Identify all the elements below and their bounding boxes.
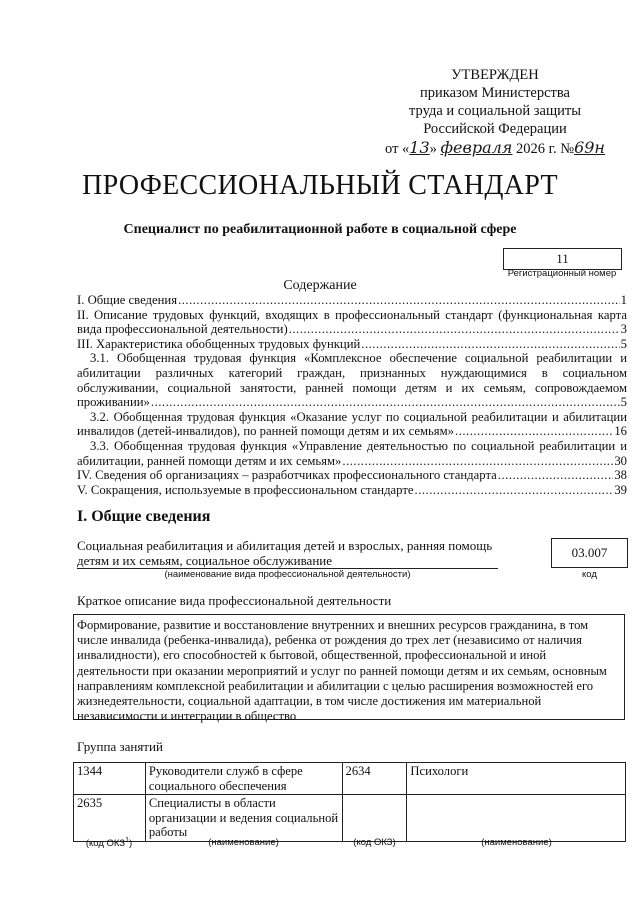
okz-code-cell: 2635 <box>74 795 146 842</box>
approval-line: приказом Министерства <box>420 85 570 101</box>
purpose-description-box: Формирование, развитие и восстановление внутренних и внешних ресурсов гражданина, в том числе инвалида (ребенка-инвалида), ребенка от рождения до трех лет (независимо от наличия инвалидности), его способностей к бытовой, общественной, профессиональной и иной деятельности при оказании мероприятий и услуг по ранней помощи детям и их семьям, основным направлениям комплексной реабилитации и абилитации с целью расширения возможностей его жизнедеятельности, социальной адаптации, в том числе достижения им материальной независимости и интеграции в общество <box>73 614 625 720</box>
toc-item[interactable]: V. Сокращения, используемые в профессиональном стандарте ..... 39 <box>77 483 627 498</box>
okz-code-cell: 1344 <box>74 763 146 795</box>
approval-title: УТВЕРЖДЕН <box>451 67 539 83</box>
occupation-name-cell <box>407 795 626 842</box>
activity-code-caption: код <box>582 569 597 580</box>
okz-code-cell: 2634 <box>342 763 407 795</box>
toc-item[interactable]: I. Общие сведения ..... 1 <box>77 293 627 308</box>
occupation-table <box>73 762 626 842</box>
okz-code-cell <box>342 795 407 842</box>
table-row <box>74 795 626 842</box>
occupation-group-label: Группа занятий <box>77 739 163 754</box>
toc-item[interactable]: 3.3. Обобщенная трудовая функция «Управление деятельностью по социальной реабилитации и абилитации, ранней помощи детям и их семьям» ..... 30 <box>77 439 627 468</box>
toc-item[interactable]: II. Описание трудовых функций, входящих в профессиональный стандарт (функциональная карта вида профессиональной деятельности) ..... 3 <box>77 308 627 337</box>
occupation-name-caption: (наименование) <box>208 837 279 848</box>
document-subtitle: Специалист по реабилитационной работе в социальной сфере <box>123 222 517 237</box>
toc-item[interactable]: IV. Сведения об организациях – разработчиках профессионального стандарта ..... 38 <box>77 468 627 483</box>
approval-line: Российской Федерации <box>423 121 567 137</box>
section-title: I. Общие сведения <box>77 508 211 525</box>
occupation-name-cell: Руководители служб в сфере социального обеспечения <box>145 763 342 795</box>
toc-item[interactable]: III. Характеристика обобщенных трудовых функций ..... 5 <box>77 337 627 352</box>
toc-item[interactable]: 3.2. Обобщенная трудовая функция «Оказание услуг по социальной реабилитации и абилитации инвалидов (детей-инвалидов), по ранней помощи детям и их семьям» ..... 16 <box>77 410 627 439</box>
occupation-name-cell: Психологи <box>407 763 626 795</box>
okz-code-caption: (код ОКЗ) <box>353 837 396 848</box>
approval-number: 69н <box>574 138 605 157</box>
toc-heading: Содержание <box>283 278 357 293</box>
approval-block <box>360 66 630 158</box>
registration-number-label: Регистрационный номер <box>507 268 617 279</box>
occupation-name-cell: Специалисты в области организации и ведения социальной работы <box>145 795 342 842</box>
approval-line: труда и социальной защиты <box>409 103 581 119</box>
occupation-name-caption: (наименование) <box>481 837 552 848</box>
registration-number-box: 11 <box>503 248 622 270</box>
toc-item[interactable]: 3.1. Обобщенная трудовая функция «Комплексное обеспечение социальной реабилитации и абилитации различных категорий граждан, признанных нуждающимися в социальном обслуживании, социальной занятости, ранней помощи детям и их семьям, сопровождаемом проживании» ..... 5 <box>77 351 627 409</box>
activity-name: Социальная реабилитация и абилитация детей и взрослых, ранняя помощь детям и их семьям, социальное обслуживание <box>77 538 493 568</box>
approval-day: 13 <box>409 138 430 157</box>
approval-date: от «13» февраля 2026 г. №69н <box>385 138 605 157</box>
table-of-contents <box>77 293 627 497</box>
document-title: ПРОФЕССИОНАЛЬНЫЙ СТАНДАРТ <box>82 170 558 201</box>
approval-month: февраля <box>440 138 513 157</box>
okz-code-caption: (код ОКЗ$^1$) <box>85 837 133 850</box>
table-row <box>74 763 626 795</box>
brief-description-label: Краткое описание вида профессиональной деятельности <box>77 593 392 608</box>
activity-caption: (наименование вида профессиональной деятельности) <box>164 569 411 580</box>
activity-code-box: 03.007 <box>551 538 628 568</box>
